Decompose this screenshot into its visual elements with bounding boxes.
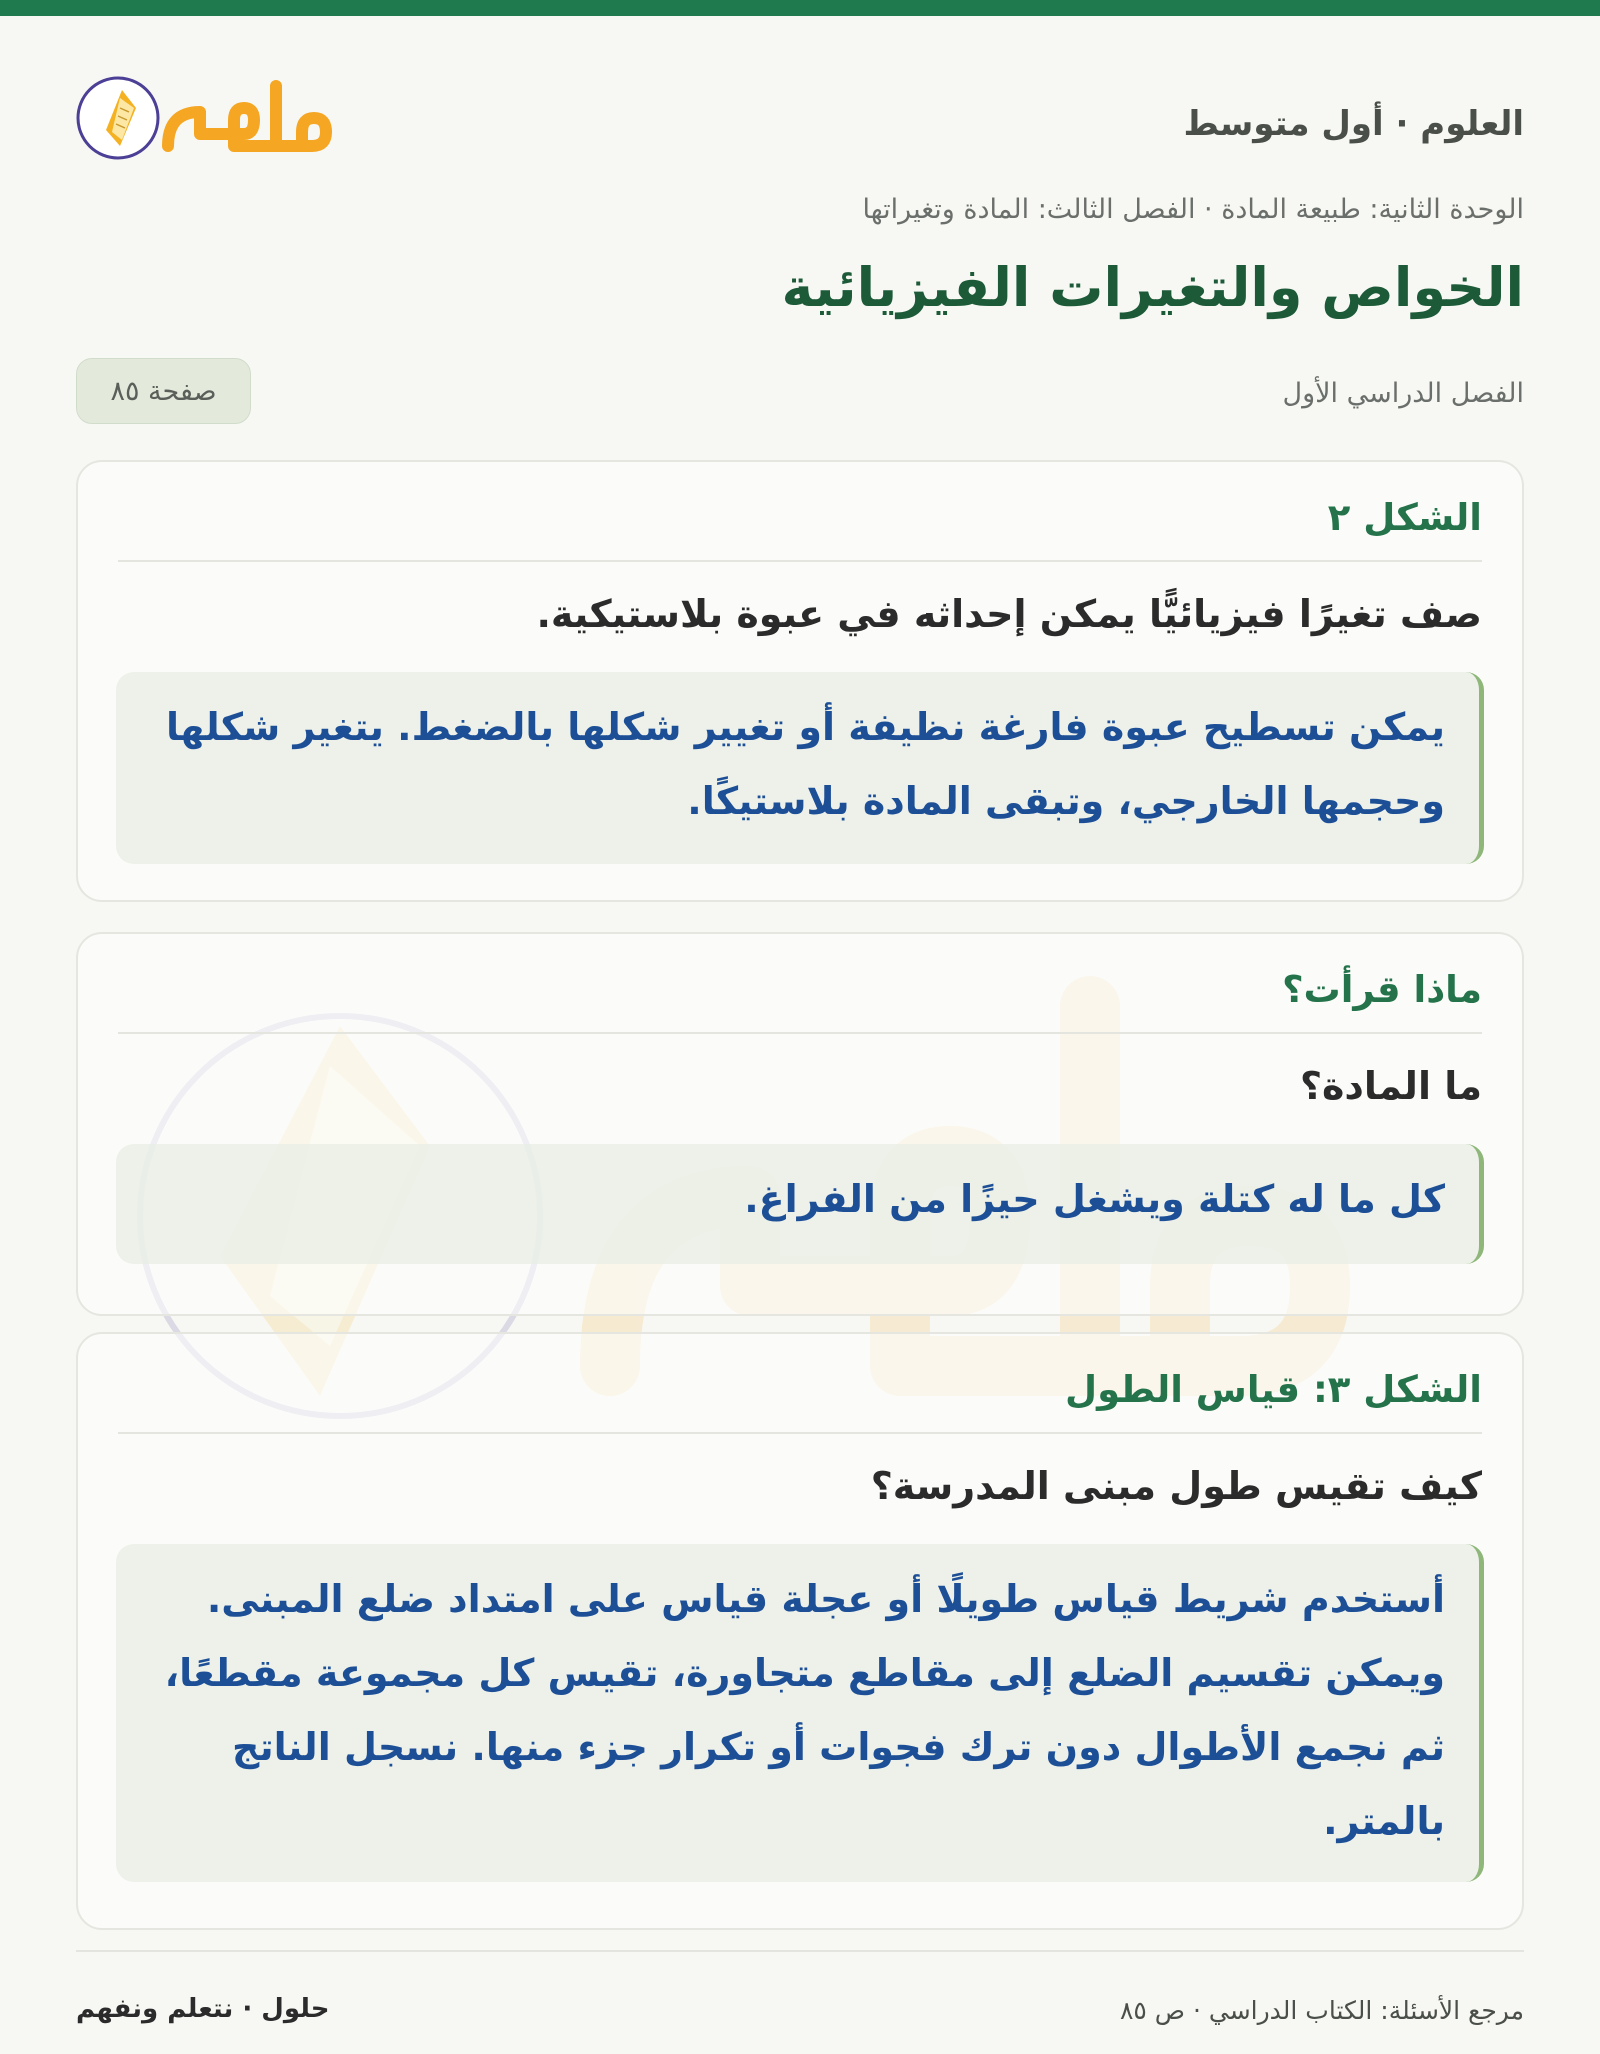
- top-accent-bar: [0, 0, 1600, 16]
- logo-text: حلول: [73, 68, 76, 69]
- answer-box: أستخدم شريط قياس طويلًا أو عجلة قياس على امتداد ضلع المبنى. ويمكن تقسيم الضلع إلى مقاطع متجاورة، تقيس كل مجموعة مقطعًا، ثم نجمع الأطوال دون ترك فجوات أو تكرار جزء منها. نسجل الناتج بالمتر.: [116, 1544, 1484, 1882]
- header: [73, 56, 1524, 166]
- question-card-1: [76, 460, 1524, 902]
- card-heading: الشكل ٢: [1327, 496, 1482, 539]
- question-card-3: [76, 1332, 1524, 1930]
- card-header: [118, 492, 1482, 562]
- footer-brand: حلول · نتعلم ونفهم: [76, 1994, 330, 2024]
- question-text: كيف تقيس طول مبنى المدرسة؟: [870, 1464, 1482, 1508]
- answer-box: يمكن تسطيح عبوة فارغة نظيفة أو تغيير شكلها بالضغط. يتغير شكلها وحجمها الخارجي، وتبقى المادة بلاستيكًا.: [116, 672, 1484, 864]
- subject-title: العلوم · أول متوسط: [1183, 104, 1524, 144]
- question-text: ما المادة؟: [1299, 1064, 1482, 1108]
- footer-reference: مرجع الأسئلة: الكتاب الدراسي · ص ٨٥: [1119, 1996, 1524, 2025]
- footer-divider: [76, 1950, 1524, 1952]
- page-title: الخواص والتغيرات الفيزيائية: [781, 256, 1524, 319]
- page-number-badge: صفحة ٨٥: [76, 358, 251, 424]
- hulul-logo[interactable]: [73, 68, 346, 168]
- term-label: الفصل الدراسي الأول: [1282, 378, 1524, 409]
- page: [0, 16, 1600, 2054]
- unit-breadcrumb: الوحدة الثانية: طبيعة المادة · الفصل الثالث: المادة وتغيراتها: [862, 194, 1524, 225]
- card-header: [118, 1364, 1482, 1434]
- card-heading: ماذا قرأت؟: [1282, 968, 1482, 1011]
- question-card-2: [76, 932, 1524, 1316]
- answer-box: كل ما له كتلة ويشغل حيزًا من الفراغ.: [116, 1144, 1484, 1264]
- card-header: [118, 964, 1482, 1034]
- question-text: صف تغيرًا فيزيائيًّا يمكن إحداثه في عبوة بلاستيكية.: [536, 592, 1482, 636]
- card-heading: الشكل ٣: قياس الطول: [1064, 1368, 1482, 1411]
